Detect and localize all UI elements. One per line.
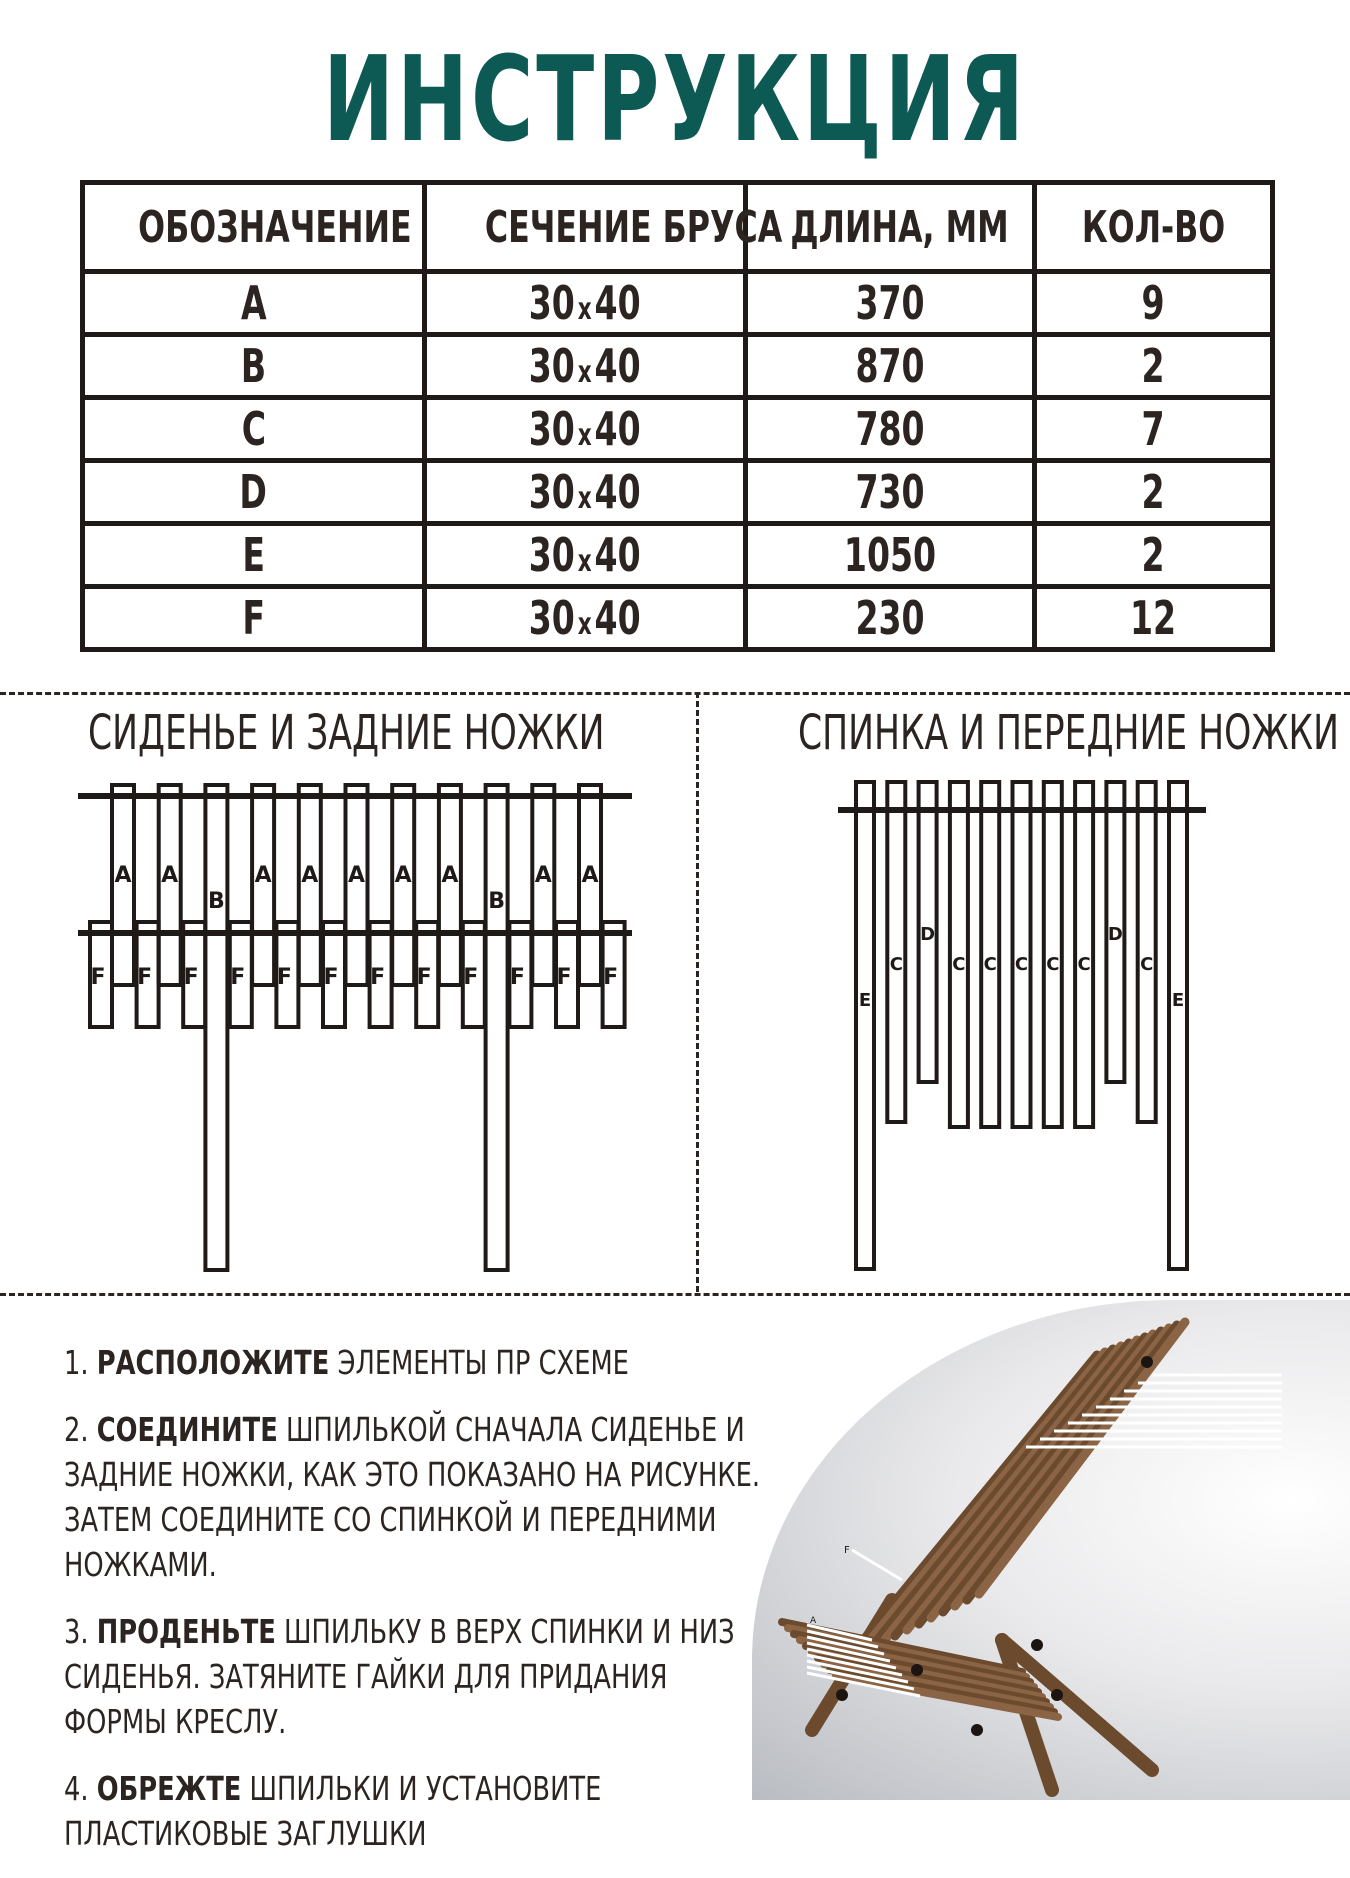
board-label: F — [323, 965, 339, 990]
cell-designation: A — [83, 272, 425, 335]
board-label: F — [230, 965, 246, 990]
chair-photo-panel — [752, 1300, 1350, 1800]
board-label: D — [920, 924, 936, 945]
step-4: 4. ОБРЕЖТЕ ШПИЛЬКИ И УСТАНОВИТЕ ПЛАСТИКОВЫЕ ЗАГЛУШКИ — [64, 1769, 602, 1853]
bolt-icon — [1051, 1689, 1063, 1701]
divider-middle — [696, 692, 699, 1292]
cell-section: 30x40 — [425, 524, 746, 587]
annotation-arrow — [852, 1550, 902, 1580]
cell-section: 30x40 — [425, 587, 746, 650]
cell-quantity: 2 — [1035, 335, 1273, 398]
cell-designation: B — [83, 335, 425, 398]
table-row — [83, 587, 1273, 650]
instruction-steps — [64, 1340, 764, 1878]
table-row — [83, 524, 1273, 587]
cell-length: 730 — [746, 461, 1035, 524]
table-row — [83, 461, 1273, 524]
cell-quantity: 2 — [1035, 461, 1273, 524]
annotation-label-a: A — [810, 1616, 817, 1626]
board-label: C — [983, 954, 997, 975]
cell-length: 780 — [746, 398, 1035, 461]
cell-designation: E — [83, 524, 425, 587]
table-row — [83, 335, 1273, 398]
cell-length: 370 — [746, 272, 1035, 335]
page-title: ИНСТРУКЦИЯ — [323, 30, 1027, 168]
bolt-icon — [1141, 1356, 1153, 1368]
chair-back-slat — [883, 1346, 1121, 1642]
board-label: E — [1171, 990, 1185, 1011]
board-label: E — [858, 990, 872, 1011]
section-width: 30 — [529, 528, 576, 582]
cell-quantity: 9 — [1035, 272, 1273, 335]
board-e — [856, 782, 874, 1269]
board-label: C — [889, 954, 903, 975]
bolt-icon — [971, 1724, 983, 1736]
board-label: F — [183, 965, 199, 990]
board-label: A — [161, 863, 179, 888]
cell-quantity: 2 — [1035, 524, 1273, 587]
cell-length: 870 — [746, 335, 1035, 398]
annotation-label-f: F — [844, 1545, 850, 1556]
divider-bottom — [0, 1293, 1350, 1296]
board-c — [1138, 782, 1156, 1122]
chair-photo — [752, 1300, 1350, 1800]
board-label: A — [581, 863, 599, 888]
board-label: C — [952, 954, 966, 975]
bolt-icon — [1031, 1639, 1043, 1651]
board-label: A — [254, 863, 272, 888]
chair-back-slat — [919, 1337, 1145, 1624]
cell-length: 230 — [746, 587, 1035, 650]
section-width: 30 — [529, 402, 576, 456]
table-row — [83, 398, 1273, 461]
header-quantity: КОЛ-ВО — [1035, 183, 1273, 272]
chair-back-slat — [943, 1331, 1161, 1612]
parts-table — [80, 180, 1275, 652]
board-label: D — [1107, 924, 1123, 945]
section-width: 30 — [529, 591, 576, 645]
header-designation: ОБОЗНАЧЕНИЕ — [83, 183, 425, 272]
board-label: F — [556, 965, 572, 990]
seat-diagram-title: СИДЕНЬЕ И ЗАДНИЕ НОЖКИ — [88, 705, 605, 761]
section-width: 30 — [529, 465, 576, 519]
seat-diagram — [0, 770, 696, 1280]
chair-back-slat — [859, 1352, 1105, 1654]
cell-section: 30x40 — [425, 461, 746, 524]
board-label: F — [137, 965, 153, 990]
cell-section: 30x40 — [425, 335, 746, 398]
board-b — [205, 785, 227, 1270]
divider-top — [0, 692, 1350, 695]
board-label: A — [301, 863, 319, 888]
board-label: C — [1077, 954, 1091, 975]
cell-length: 1050 — [746, 524, 1035, 587]
chair-back-slat — [907, 1340, 1137, 1630]
cell-section: 30x40 — [425, 398, 746, 461]
board-label: A — [394, 863, 412, 888]
board-label: F — [416, 965, 432, 990]
board-label: C — [1014, 954, 1029, 975]
board-label: A — [534, 863, 552, 888]
step-3: 3. ПРОДЕНЬТЕ ШПИЛЬКУ В ВЕРХ СПИНКИ И НИЗ СИДЕНЬЯ. ЗАТЯНИТЕ ГАЙКИ ДЛЯ ПРИДАНИЯ ФОРМЫ КРЕСЛУ. — [64, 1612, 735, 1741]
board-e — [1169, 782, 1187, 1269]
header-section: СЕЧЕНИЕ БРУСА — [425, 183, 746, 272]
section-width: 30 — [529, 276, 576, 330]
back-diagram-title: СПИНКА И ПЕРЕДНИЕ НОЖКИ — [798, 705, 1339, 761]
board-label: C — [1140, 954, 1154, 975]
chair-back-slat — [931, 1334, 1153, 1618]
cell-quantity: 7 — [1035, 398, 1273, 461]
table-row — [83, 272, 1273, 335]
cell-quantity: 12 — [1035, 587, 1273, 650]
board-label: F — [603, 965, 619, 990]
step-1: 1. РАСПОЛОЖИТЕ ЭЛЕМЕНТЫ ПР СХЕМЕ — [64, 1343, 629, 1382]
step-2: 2. СОЕДИНИТЕ ШПИЛЬКОЙ СНАЧАЛА СИДЕНЬЕ И ЗАДНИЕ НОЖКИ, КАК ЭТО ПОКАЗАНО НА РИСУНКЕ. ЗАТЕМ СОЕДИНИТЕ СО СПИНКОЙ И ПЕРЕДНИМИ НОЖКАМИ. — [64, 1410, 761, 1584]
board-b — [486, 785, 508, 1270]
board-label: A — [441, 863, 459, 888]
board-c — [887, 782, 905, 1122]
board-label: F — [90, 965, 106, 990]
bolt-icon — [911, 1664, 923, 1676]
cell-designation: D — [83, 461, 425, 524]
board-label: A — [114, 863, 132, 888]
board-label: F — [276, 965, 292, 990]
board-label: A — [347, 863, 366, 888]
board-label: F — [370, 965, 386, 990]
board-label: F — [509, 965, 525, 990]
cell-section: 30x40 — [425, 272, 746, 335]
header-length: ДЛИНА, ММ — [746, 183, 1035, 272]
bolt-icon — [836, 1689, 848, 1701]
back-diagram — [700, 770, 1350, 1280]
cell-designation: C — [83, 398, 425, 461]
board-label: B — [488, 889, 505, 914]
board-label: C — [1046, 954, 1060, 975]
board-label: F — [463, 965, 479, 990]
chair-back-slat — [871, 1349, 1113, 1648]
chair-back-slat — [955, 1328, 1169, 1606]
chair-back-slat — [895, 1343, 1129, 1636]
cell-designation: F — [83, 587, 425, 650]
section-width: 30 — [529, 339, 576, 393]
board-label: B — [208, 889, 225, 914]
table-header-row — [83, 183, 1273, 272]
